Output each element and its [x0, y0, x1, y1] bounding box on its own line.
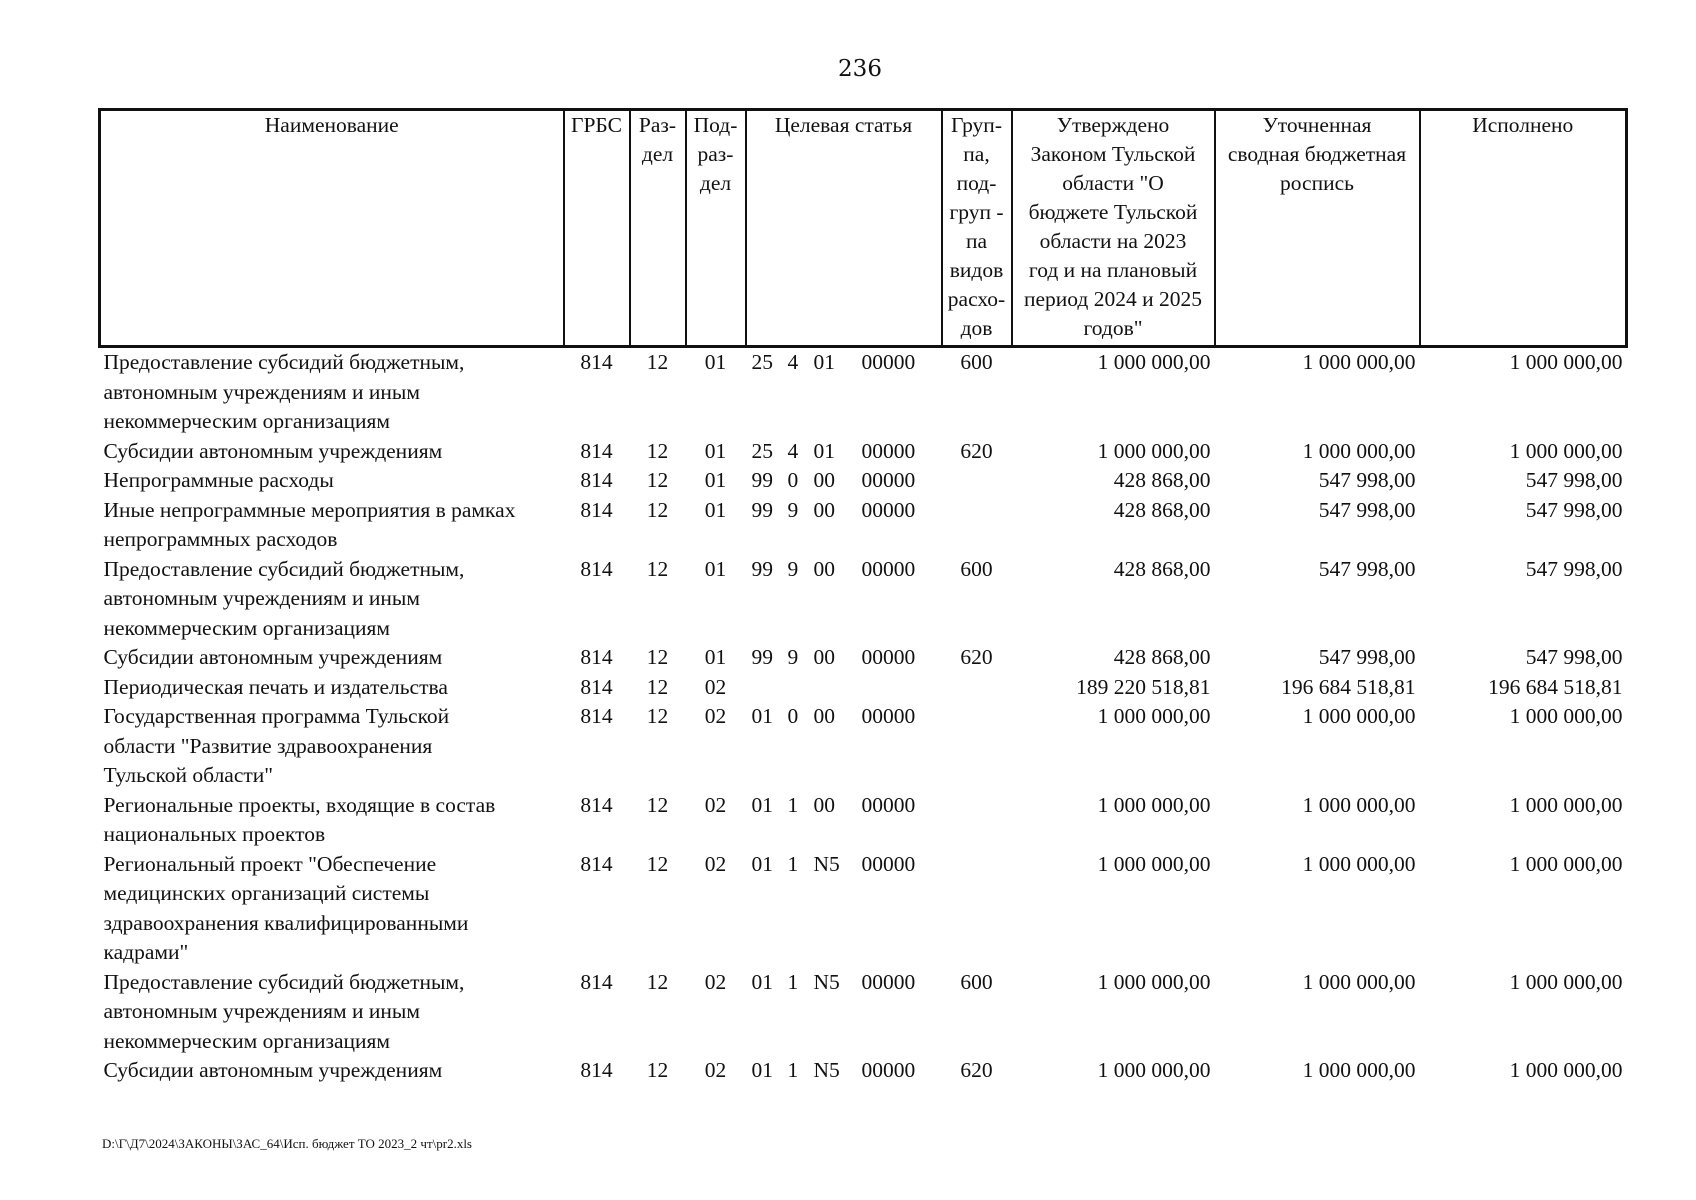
row-grbs: 814 [580, 497, 613, 522]
target-article-part: 99 [751, 645, 773, 669]
target-article-part: 99 [751, 468, 773, 492]
row-grbs: 814 [580, 438, 613, 463]
table-row [100, 968, 1627, 1057]
target-article-part: 00000 [861, 468, 916, 492]
table-row [100, 347, 1627, 437]
table-row [100, 437, 1627, 467]
row-executed: 1 000 000,00 [1509, 792, 1623, 817]
row-executed: 1 000 000,00 [1509, 1058, 1623, 1082]
target-article-part: 01 [751, 792, 773, 817]
row-approved: 428 868,00 [1113, 556, 1211, 581]
target-article-part: 0 [787, 468, 799, 492]
row-name: Непрограммные расходы [103, 468, 334, 492]
row-grbs: 814 [580, 468, 613, 492]
target-article-part: 1 [787, 969, 799, 994]
row-grbs: 814 [580, 674, 613, 699]
table-body [100, 347, 1627, 1086]
table-row [100, 673, 1627, 703]
row-podrazdel: 02 [704, 1058, 727, 1082]
header-executed: Исполнено [1420, 110, 1627, 347]
header-refined: Уточненная сводная бюджетная роспись [1215, 110, 1420, 347]
row-expense-group: 600 [960, 350, 993, 374]
target-article-part: 1 [787, 1058, 799, 1082]
target-article-part: 00000 [861, 645, 916, 669]
target-article-part: 00 [813, 792, 835, 817]
header-target: Целевая статья [746, 110, 942, 347]
target-article-part: 00000 [861, 1058, 916, 1082]
row-target-article [746, 437, 942, 467]
row-grbs: 814 [580, 556, 613, 581]
row-razdel: 12 [646, 1058, 669, 1082]
row-podrazdel: 02 [704, 792, 727, 817]
page-number: 236 [838, 56, 882, 82]
target-article-part: 01 [751, 1058, 773, 1082]
table-row [100, 643, 1627, 673]
target-article-part: N5 [813, 969, 840, 994]
row-name: Предоставление субсидий бюджетным, автономным учреждениям и иным некоммерческим организациям [103, 350, 465, 433]
row-executed: 547 998,00 [1525, 556, 1623, 581]
target-article-part: 01 [751, 851, 773, 876]
row-expense-group: 620 [960, 645, 993, 669]
target-article-part: 99 [751, 556, 773, 581]
row-approved: 1 000 000,00 [1097, 969, 1211, 994]
row-approved: 189 220 518,81 [1076, 674, 1211, 699]
row-refined: 1 000 000,00 [1302, 792, 1416, 817]
target-article-part: 00 [813, 468, 835, 492]
row-target-article [746, 702, 942, 791]
row-executed: 1 000 000,00 [1509, 969, 1623, 994]
row-razdel: 12 [646, 350, 669, 374]
row-approved: 1 000 000,00 [1097, 851, 1211, 876]
row-executed: 547 998,00 [1525, 497, 1623, 522]
row-refined: 547 998,00 [1318, 497, 1416, 522]
row-grbs: 814 [580, 1058, 613, 1082]
row-executed: 1 000 000,00 [1509, 350, 1623, 374]
row-name: Субсидии автономным учреждениям [103, 438, 443, 463]
row-razdel: 12 [646, 969, 669, 994]
row-razdel: 12 [646, 438, 669, 463]
row-executed: 1 000 000,00 [1509, 851, 1623, 876]
budget-table [98, 108, 1628, 1086]
row-target-article [746, 347, 942, 437]
header-podrazdel: Под- раз- дел [686, 110, 746, 347]
row-executed: 547 998,00 [1525, 645, 1623, 669]
target-article-part: 0 [787, 704, 799, 728]
target-article-part: N5 [813, 851, 840, 876]
table-header-row [100, 110, 1627, 347]
row-podrazdel: 01 [704, 497, 727, 522]
row-podrazdel: 02 [704, 851, 727, 876]
target-article-part: 01 [813, 438, 835, 463]
row-grbs: 814 [580, 792, 613, 817]
target-article-part: 25 [751, 350, 773, 374]
row-expense-group: 620 [960, 1058, 993, 1082]
target-article-part: 25 [751, 438, 773, 463]
row-refined: 1 000 000,00 [1302, 969, 1416, 994]
row-executed: 196 684 518,81 [1488, 674, 1623, 699]
table-row [100, 555, 1627, 644]
row-target-article [746, 466, 942, 496]
row-expense-group [942, 850, 1012, 968]
row-name: Предоставление субсидий бюджетным, автономным учреждениям и иным некоммерческим организациям [103, 969, 465, 1053]
target-article-part: 00000 [861, 438, 916, 463]
row-executed: 1 000 000,00 [1509, 704, 1623, 728]
row-refined: 547 998,00 [1318, 556, 1416, 581]
row-approved: 1 000 000,00 [1097, 438, 1211, 463]
budget-table-container [98, 108, 1625, 1086]
header-approved: Утверждено Законом Тульской области "О бюджете Тульской области на 2023 год и на плановый период 2024 и 2025 годов" [1012, 110, 1215, 347]
row-grbs: 814 [580, 704, 613, 728]
row-expense-group: 620 [960, 438, 993, 463]
target-article-part: 01 [751, 969, 773, 994]
header-grbs: ГРБС [564, 110, 630, 347]
row-expense-group [942, 466, 1012, 496]
target-article-part: 1 [787, 851, 799, 876]
row-name: Региональный проект "Обеспечение медицинских организаций системы здравоохранения квалифицированными кадрами" [103, 851, 469, 964]
row-name: Субсидии автономным учреждениям [103, 1058, 443, 1082]
row-approved: 1 000 000,00 [1097, 792, 1211, 817]
row-executed: 1 000 000,00 [1509, 438, 1623, 463]
row-name: Иные непрограммные мероприятия в рамках непрограммных расходов [103, 497, 516, 551]
table-row [100, 1056, 1627, 1086]
row-refined: 1 000 000,00 [1302, 851, 1416, 876]
row-expense-group [942, 791, 1012, 850]
row-target-article [746, 673, 942, 703]
row-grbs: 814 [580, 350, 613, 374]
row-approved: 1 000 000,00 [1097, 704, 1211, 728]
row-refined: 1 000 000,00 [1302, 704, 1416, 728]
row-approved: 1 000 000,00 [1097, 350, 1211, 374]
row-razdel: 12 [646, 851, 669, 876]
row-target-article [746, 850, 942, 968]
row-razdel: 12 [646, 792, 669, 817]
row-razdel: 12 [646, 645, 669, 669]
row-razdel: 12 [646, 556, 669, 581]
target-article-part: 9 [787, 556, 799, 581]
target-article-part: 00000 [861, 851, 916, 876]
row-target-article [746, 643, 942, 673]
target-article-part: 4 [787, 350, 799, 374]
row-razdel: 12 [646, 468, 669, 492]
row-target-article [746, 496, 942, 555]
header-name: Наименование [100, 110, 564, 347]
table-row [100, 791, 1627, 850]
target-article-part: 9 [787, 497, 799, 522]
target-article-part: 00 [813, 645, 835, 669]
target-article-part: 00 [813, 497, 835, 522]
row-razdel: 12 [646, 497, 669, 522]
row-target-article [746, 1056, 942, 1086]
table-row [100, 496, 1627, 555]
row-grbs: 814 [580, 645, 613, 669]
row-podrazdel: 01 [704, 556, 727, 581]
row-target-article [746, 555, 942, 644]
target-article-part: 00 [813, 704, 835, 728]
row-refined: 196 684 518,81 [1281, 674, 1416, 699]
row-expense-group [942, 673, 1012, 703]
row-refined: 1 000 000,00 [1302, 438, 1416, 463]
target-article-part: 9 [787, 645, 799, 669]
target-article-part: 00000 [861, 556, 916, 581]
target-article-part: 00000 [861, 704, 916, 728]
file-path-footer: D:\Г\Д7\2024\ЗАКОНЫ\ЗАС_64\Исп. бюджет ТО 2023_2 чт\pr2.xls [102, 1136, 472, 1151]
target-article-part: 00000 [861, 792, 916, 817]
target-article-part: 00 [813, 556, 835, 581]
row-approved: 428 868,00 [1113, 468, 1211, 492]
header-group: Груп- па, под- груп - па видов расхо- дов [942, 110, 1012, 347]
row-podrazdel: 01 [704, 438, 727, 463]
row-approved: 1 000 000,00 [1097, 1058, 1211, 1082]
target-article-part: 99 [751, 497, 773, 522]
row-expense-group: 600 [960, 969, 993, 994]
row-refined: 1 000 000,00 [1302, 1058, 1416, 1082]
target-article-part: 00000 [861, 969, 916, 994]
row-refined: 1 000 000,00 [1302, 350, 1416, 374]
row-podrazdel: 02 [704, 704, 727, 728]
target-article-part: N5 [813, 1058, 840, 1082]
row-razdel: 12 [646, 704, 669, 728]
row-podrazdel: 02 [704, 674, 727, 699]
row-target-article [746, 791, 942, 850]
header-razdel: Раз- дел [630, 110, 686, 347]
row-grbs: 814 [580, 851, 613, 876]
table-row [100, 702, 1627, 791]
row-name: Предоставление субсидий бюджетным, автономным учреждениям и иным некоммерческим организациям [103, 556, 465, 640]
row-expense-group: 600 [960, 556, 993, 581]
row-name: Периодическая печать и издательства [103, 674, 448, 699]
row-refined: 547 998,00 [1318, 468, 1416, 492]
row-podrazdel: 02 [704, 969, 727, 994]
row-target-article [746, 968, 942, 1057]
table-row [100, 466, 1627, 496]
row-podrazdel: 01 [704, 350, 727, 374]
target-article-part: 01 [813, 350, 835, 374]
row-name: Региональные проекты, входящие в состав национальных проектов [103, 792, 496, 846]
row-expense-group [942, 496, 1012, 555]
row-approved: 428 868,00 [1113, 645, 1211, 669]
row-approved: 428 868,00 [1113, 497, 1211, 522]
row-name: Государственная программа Тульской области "Развитие здравоохранения Тульской области" [103, 704, 450, 787]
target-article-part: 01 [751, 704, 773, 728]
target-article-part: 1 [787, 792, 799, 817]
target-article-part: 4 [787, 438, 799, 463]
row-refined: 547 998,00 [1318, 645, 1416, 669]
target-article-part: 00000 [861, 497, 916, 522]
row-executed: 547 998,00 [1525, 468, 1623, 492]
row-name: Субсидии автономным учреждениям [103, 645, 443, 669]
target-article-part: 00000 [861, 350, 916, 374]
row-podrazdel: 01 [704, 468, 727, 492]
row-razdel: 12 [646, 674, 669, 699]
row-podrazdel: 01 [704, 645, 727, 669]
row-grbs: 814 [580, 969, 613, 994]
row-expense-group [942, 702, 1012, 791]
table-row [100, 850, 1627, 968]
